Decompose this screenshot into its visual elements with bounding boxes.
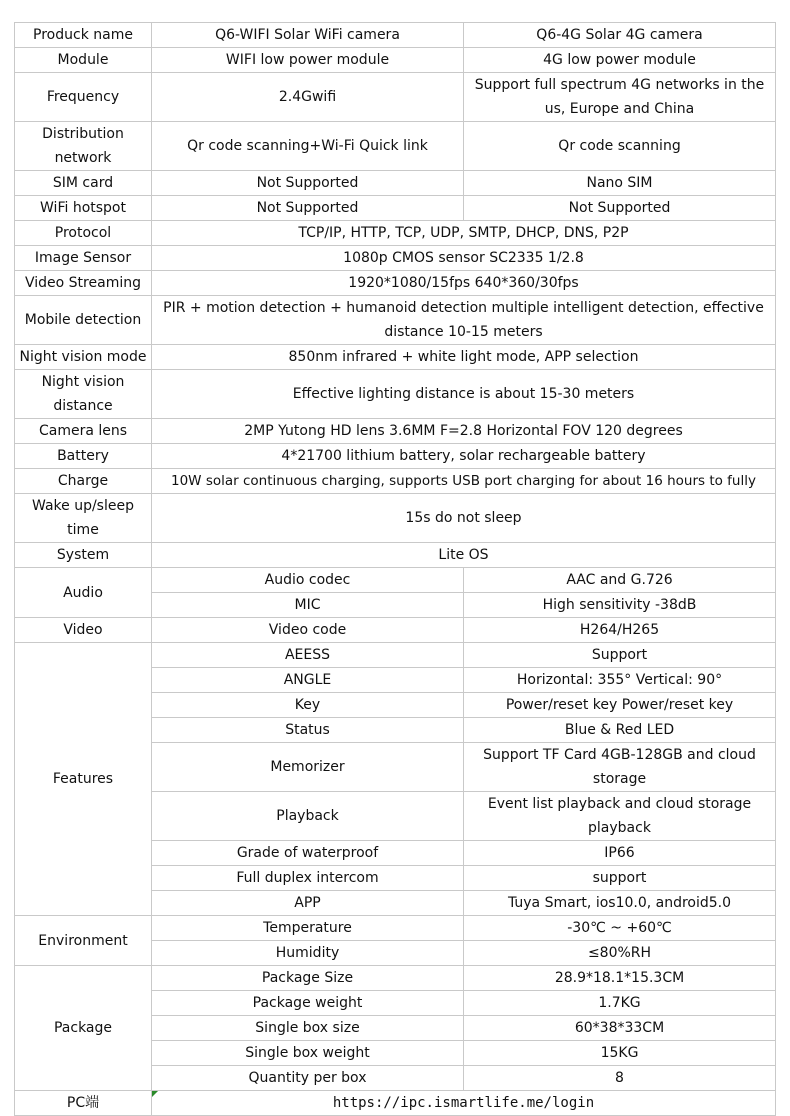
system-value: Lite OS — [152, 543, 776, 568]
row-wakeup — [15, 494, 776, 543]
row-distribution — [15, 122, 776, 171]
4g-hotspot: Not Supported — [464, 196, 776, 221]
label-sensor: Image Sensor — [15, 246, 152, 271]
environment-key: Humidity — [152, 941, 464, 966]
charge-value: 10W solar continuous charging, supports USB port charging for about 16 hours to fully — [152, 469, 776, 494]
label-environment: Environment — [15, 916, 152, 966]
row-charge — [15, 469, 776, 494]
label-pc — [15, 1091, 152, 1116]
label-lens: Camera lens — [15, 419, 152, 444]
package-key: Package weight — [152, 991, 464, 1016]
feature-value: Tuya Smart, ios10.0, android5.0 — [464, 891, 776, 916]
row-video — [15, 618, 776, 643]
row-night-mode — [15, 345, 776, 370]
video-key: Video code — [152, 618, 464, 643]
row-system — [15, 543, 776, 568]
audio-key: Audio codec — [152, 568, 464, 593]
label-product-name: Produck name — [15, 23, 152, 48]
package-value: 8 — [464, 1066, 776, 1091]
row-environment — [15, 916, 776, 941]
package-value: 60*38*33CM — [464, 1016, 776, 1041]
row-package — [15, 966, 776, 991]
feature-key: APP — [152, 891, 464, 916]
row-sim — [15, 171, 776, 196]
label-night-mode: Night vision mode — [15, 345, 152, 370]
feature-value: Power/reset key Power/reset key — [464, 693, 776, 718]
4g-sim: Nano SIM — [464, 171, 776, 196]
feature-key: ANGLE — [152, 668, 464, 693]
row-protocol — [15, 221, 776, 246]
label-detection: Mobile detection — [15, 296, 152, 345]
label-video: Video — [15, 618, 152, 643]
row-detection — [15, 296, 776, 345]
4g-distribution: Qr code scanning — [464, 122, 776, 171]
night-mode-value: 850nm infrared + white light mode, APP selection — [152, 345, 776, 370]
row-module — [15, 48, 776, 73]
feature-key: AEESS — [152, 643, 464, 668]
feature-key: Playback — [152, 792, 464, 841]
wakeup-value: 15s do not sleep — [152, 494, 776, 543]
cell-marker-icon — [152, 1091, 158, 1097]
feature-value: Support TF Card 4GB-128GB and cloud storage — [464, 743, 776, 792]
feature-key: Key — [152, 693, 464, 718]
audio-value: High sensitivity -38dB — [464, 593, 776, 618]
package-value: 15KG — [464, 1041, 776, 1066]
label-sim: SIM card — [15, 171, 152, 196]
row-battery — [15, 444, 776, 469]
feature-value: IP66 — [464, 841, 776, 866]
video-value: H264/H265 — [464, 618, 776, 643]
4g-module: 4G low power module — [464, 48, 776, 73]
battery-value: 4*21700 lithium battery, solar rechargeable battery — [152, 444, 776, 469]
label-system: System — [15, 543, 152, 568]
label-hotspot: WiFi hotspot — [15, 196, 152, 221]
label-package: Package — [15, 966, 152, 1091]
environment-value: -30℃ ~ +60℃ — [464, 916, 776, 941]
package-key: Single box weight — [152, 1041, 464, 1066]
package-key: Package Size — [152, 966, 464, 991]
4g-frequency: Support full spectrum 4G networks in the us, Europe and China — [464, 73, 776, 122]
row-feature — [15, 643, 776, 668]
row-frequency — [15, 73, 776, 122]
label-audio: Audio — [15, 568, 152, 618]
row-hotspot — [15, 196, 776, 221]
streaming-value: 1920*1080/15fps 640*360/30fps — [152, 271, 776, 296]
pc-url — [152, 1091, 776, 1116]
sensor-value: 1080p CMOS sensor SC2335 1/2.8 — [152, 246, 776, 271]
label-charge: Charge — [15, 469, 152, 494]
package-key: Quantity per box — [152, 1066, 464, 1091]
wifi-distribution: Qr code scanning+Wi-Fi Quick link — [152, 122, 464, 171]
row-audio-codec — [15, 568, 776, 593]
row-lens — [15, 419, 776, 444]
label-night-distance: Night vision distance — [15, 370, 152, 419]
feature-key: Status — [152, 718, 464, 743]
row-sensor — [15, 246, 776, 271]
label-streaming: Video Streaming — [15, 271, 152, 296]
wifi-module: WIFI low power module — [152, 48, 464, 73]
wifi-hotspot: Not Supported — [152, 196, 464, 221]
feature-key: Full duplex intercom — [152, 866, 464, 891]
environment-value: ≤80%RH — [464, 941, 776, 966]
label-wakeup: Wake up/sleep time — [15, 494, 152, 543]
feature-value: Support — [464, 643, 776, 668]
wifi-frequency: 2.4Gwifi — [152, 73, 464, 122]
label-module: Module — [15, 48, 152, 73]
feature-value: Horizontal: 355° Vertical: 90° — [464, 668, 776, 693]
row-product-name — [15, 23, 776, 48]
audio-value: AAC and G.726 — [464, 568, 776, 593]
lens-value: 2MP Yutong HD lens 3.6MM F=2.8 Horizontal FOV 120 degrees — [152, 419, 776, 444]
environment-key: Temperature — [152, 916, 464, 941]
row-pc — [15, 1091, 776, 1116]
label-distribution: Distribution network — [15, 122, 152, 171]
pc-label: PC端 — [66, 1095, 100, 1111]
audio-key: MIC — [152, 593, 464, 618]
row-streaming — [15, 271, 776, 296]
label-battery: Battery — [15, 444, 152, 469]
label-protocol: Protocol — [15, 221, 152, 246]
feature-value: support — [464, 866, 776, 891]
label-frequency: Frequency — [15, 73, 152, 122]
label-features: Features — [15, 643, 152, 916]
spec-table — [14, 22, 776, 1116]
package-value: 28.9*18.1*15.3CM — [464, 966, 776, 991]
feature-value: Blue & Red LED — [464, 718, 776, 743]
protocol-value: TCP/IP, HTTP, TCP, UDP, SMTP, DHCP, DNS, P2P — [152, 221, 776, 246]
wifi-sim: Not Supported — [152, 171, 464, 196]
package-value: 1.7KG — [464, 991, 776, 1016]
feature-value: Event list playback and cloud storage playback — [464, 792, 776, 841]
package-key: Single box size — [152, 1016, 464, 1041]
night-distance-value: Effective lighting distance is about 15-30 meters — [152, 370, 776, 419]
feature-key: Memorizer — [152, 743, 464, 792]
row-night-distance — [15, 370, 776, 419]
feature-key: Grade of waterproof — [152, 841, 464, 866]
pc-url-link[interactable]: https://ipc.ismartlife.me/login — [332, 1095, 595, 1111]
detection-value: PIR + motion detection + humanoid detection multiple intelligent detection, effective distance 10-15 meters — [152, 296, 776, 345]
wifi-camera-name: Q6-WIFI Solar WiFi camera — [152, 23, 464, 48]
4g-camera-name: Q6-4G Solar 4G camera — [464, 23, 776, 48]
